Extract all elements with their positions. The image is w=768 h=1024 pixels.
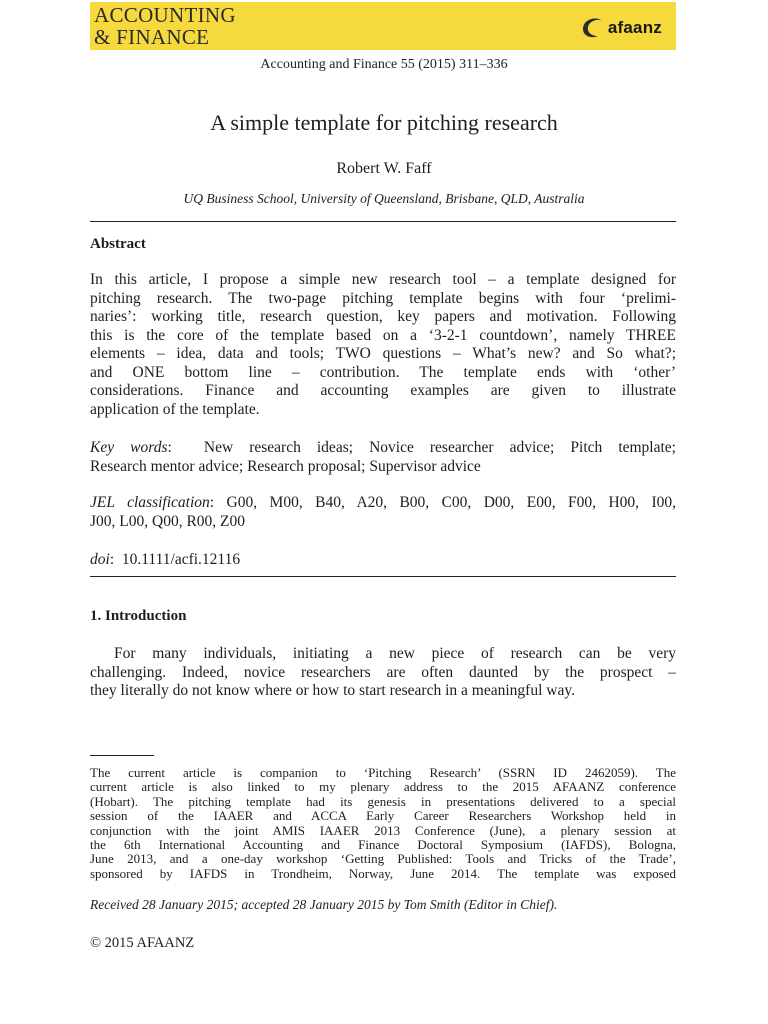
abstract-line: naries’: working title, research question, key papers and motivation. Following — [90, 308, 676, 325]
journal-name-line1: ACCOUNTING — [94, 3, 236, 27]
abstract-line: considerations. Finance and accounting examples are given to illustrate — [90, 382, 676, 399]
abstract-line: elements – idea, data and tools; TWO questions – What’s new? and So what?; — [90, 345, 676, 362]
received-note: Received 28 January 2015; accepted 28 January 2015 by Tom Smith (Editor in Chief). — [90, 897, 558, 912]
abstract-line: application of the template. — [90, 400, 260, 418]
abstract-line: In this article, I propose a simple new research tool – a template designed for — [90, 271, 676, 288]
keywords-label: Key words — [90, 439, 168, 456]
doi: doi: 10.1111/acfi.12116 — [90, 551, 241, 568]
footnote-line: the 6th International Accounting and Finance Doctoral Symposium (IAFDS), Bologna, — [90, 836, 676, 852]
footnote-divider — [90, 755, 154, 756]
publisher-name: afaanz — [607, 18, 662, 37]
author-name: Robert W. Faff — [336, 160, 432, 177]
footnote-line: (Hobart). The pitching template had its genesis in presentations delivered to a special — [90, 793, 676, 809]
introduction-body — [90, 645, 676, 701]
copyright: © 2015 AFAANZ — [90, 935, 195, 951]
footnote — [90, 766, 676, 881]
abstract-line: this is the core of the template based on a ‘3-2-1 countdown’, namely THREE — [90, 326, 676, 344]
section-heading-introduction: 1. Introduction — [90, 608, 187, 624]
keywords — [90, 439, 676, 476]
author-affiliation: UQ Business School, University of Queensland, Brisbane, QLD, Australia — [183, 191, 585, 206]
footnote-line: conjunction with the joint AMIS IAAER 2013 Conference (June), a plenary session at — [90, 822, 676, 838]
keywords-line2: Research mentor advice; Research proposal; Supervisor advice — [90, 457, 481, 475]
body-line: For many individuals, initiating a new piece of research can be very — [114, 645, 676, 662]
keywords-line1: Key words: New research ideas; Novice researcher advice; Pitch template; — [90, 439, 676, 456]
journal-name-line2: & FINANCE — [94, 25, 210, 49]
abstract-body — [90, 271, 676, 419]
top-divider — [90, 221, 676, 222]
abstract-end-divider — [90, 576, 676, 577]
footnote-line: current article is also linked to my plenary address to the 2015 AFAANZ conference — [90, 779, 676, 795]
abstract-line: and ONE bottom line – contribution. The template ends with ‘other’ — [90, 363, 676, 381]
footnote-line: June 2013, and a one-day workshop ‘Getting Published: Tools and Tricks of the Trade’, — [90, 851, 676, 867]
footnote-line: sponsored by IAFDS in Trondheim, Norway, June 2014. The template was exposed — [90, 865, 676, 881]
publisher-logo — [580, 14, 662, 42]
body-line: challenging. Indeed, novice researchers are often daunted by the prospect – — [90, 663, 676, 681]
swoosh-icon — [580, 15, 606, 41]
doi-label: doi — [90, 551, 110, 568]
jel-codes: G00, M00, B40, A20, B00, C00, D00, E00, F00, H00, I00, — [226, 494, 677, 511]
footnote-line: The current article is companion to ‘Pitching Research’ (SSRN ID 2462059). The — [90, 765, 676, 780]
journal-citation: Accounting and Finance 55 (2015) 311–336 — [260, 57, 508, 72]
jel-line1: JEL classification: G00, M00, B40, A20, B00, C00, D00, E00, F00, H00, I00, — [90, 494, 677, 511]
jel-classification — [90, 494, 676, 531]
keywords-text: New research ideas; Novice researcher advice; Pitch template; — [203, 439, 676, 456]
abstract-heading: Abstract — [90, 236, 146, 252]
footnote-line: session of the IAAER and ACCA Early Career Researchers Workshop held in — [90, 808, 676, 824]
abstract-line: pitching research. The two-page pitching template begins with four ‘prelimi- — [90, 289, 676, 307]
jel-line2: J00, L00, Q00, R00, Z00 — [90, 512, 245, 530]
article-title: A simple template for pitching research — [210, 110, 558, 135]
body-line: they literally do not know where or how to start research in a meaningful way. — [90, 682, 575, 699]
journal-banner — [90, 2, 676, 50]
jel-label: JEL classification — [90, 494, 210, 511]
doi-value[interactable]: 10.1111/acfi.12116 — [121, 551, 241, 568]
journal-name — [94, 5, 236, 49]
